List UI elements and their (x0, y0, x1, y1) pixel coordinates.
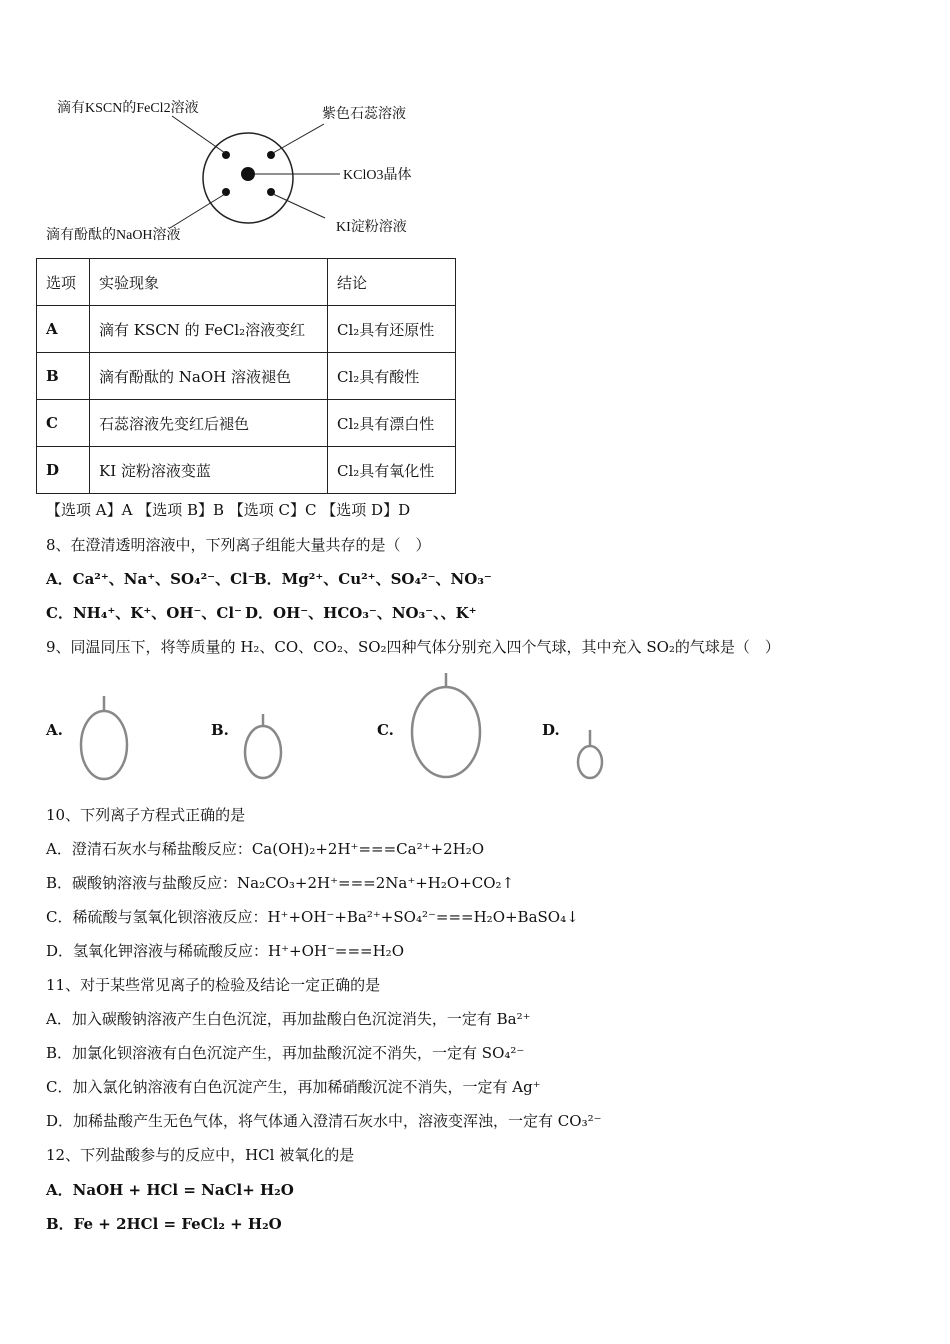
fecl2-leader-line (172, 116, 225, 153)
label-ki: KI淀粉溶液 (336, 220, 407, 235)
litmus-leader-line (273, 124, 324, 153)
balloon-a (81, 711, 127, 779)
row-option: D (37, 447, 90, 494)
table-row (37, 400, 456, 447)
table-row (37, 353, 456, 400)
header-conclusion: 结论 (328, 259, 456, 306)
table-header-row (37, 259, 456, 306)
q10-option-d: D．氢氧化钾溶液与稀硫酸反应：H⁺+OH⁻===H₂O (46, 942, 404, 960)
q9-label-b: B. (211, 721, 229, 739)
q9-label-c: C. (377, 721, 394, 739)
q12-stem: 12、下列盐酸参与的反应中，HCl 被氧化的是 (46, 1146, 355, 1164)
apparatus-diagram (0, 0, 950, 260)
q8-stem: 8、在澄清透明溶液中，下列离子组能大量共存的是（ ） (46, 536, 431, 554)
row-option: A (37, 306, 90, 353)
label-naoh: 滴有酚酞的NaOH溶液 (46, 228, 181, 243)
header-phenomenon: 实验现象 (90, 259, 328, 306)
ki-leader-line (273, 194, 325, 218)
balloon-d (578, 746, 602, 778)
table-row (37, 306, 456, 353)
q9-label-d: D. (542, 721, 560, 739)
label-kclo3: KClO3晶体 (343, 168, 412, 183)
row-phenomenon: 滴有酚酞的 NaOH 溶液褪色 (90, 353, 328, 400)
q12-option-a: A．NaOH + HCl = NaCl+ H₂O (46, 1181, 294, 1199)
row-phenomenon: 滴有 KSCN 的 FeCl₂溶液变红 (90, 306, 328, 353)
row-conclusion: Cl₂具有酸性 (328, 353, 456, 400)
kclo3-crystal-dot (241, 167, 255, 181)
q9-stem: 9、同温同压下，将等质量的 H₂、CO、CO₂、SO₂四种气体分别充入四个气球，其中充入 SO₂的气球是（ ） (46, 638, 780, 656)
q11-option-b: B．加氯化钡溶液有白色沉淀产生，再加盐酸沉淀不消失，一定有 SO₄²⁻ (46, 1044, 525, 1062)
q8-option-a: A．Ca²⁺、Na⁺、SO₄²⁻、Cl⁻ (46, 570, 256, 588)
q7-answer-options: 【选项 A】A 【选项 B】B 【选项 C】C 【选项 D】D (46, 501, 411, 519)
header-option: 选项 (37, 259, 90, 306)
q11-stem: 11、对于某些常见离子的检验及结论一定正确的是 (46, 976, 381, 994)
q10-stem: 10、下列离子方程式正确的是 (46, 806, 246, 824)
balloons-figure (0, 665, 950, 790)
q11-option-c: C．加入氯化钠溶液有白色沉淀产生，再加稀硝酸沉淀不消失，一定有 Ag⁺ (46, 1078, 541, 1096)
q10-option-a: A．澄清石灰水与稀盐酸反应：Ca(OH)₂+2H⁺===Ca²⁺+2H₂O (46, 840, 485, 858)
row-option: B (37, 353, 90, 400)
row-phenomenon: KI 淀粉溶液变蓝 (90, 447, 328, 494)
q9-label-a: A. (46, 721, 63, 739)
row-conclusion: Cl₂具有漂白性 (328, 400, 456, 447)
balloon-b (245, 726, 281, 778)
q8-option-d: D．OH⁻、HCO₃⁻、NO₃⁻、、K⁺ (245, 604, 477, 622)
q10-option-b: B．碳酸钠溶液与盐酸反应：Na₂CO₃+2H⁺===2Na⁺+H₂O+CO₂↑ (46, 874, 515, 892)
q8-option-c: C．NH₄⁺、K⁺、OH⁻、Cl⁻ (46, 604, 242, 622)
q10-option-c: C．稀硫酸与氢氧化钡溶液反应：H⁺+OH⁻+Ba²⁺+SO₄²⁻===H₂O+BaSO₄↓ (46, 908, 579, 926)
q11-option-a: A．加入碳酸钠溶液产生白色沉淀，再加盐酸白色沉淀消失，一定有 Ba²⁺ (46, 1010, 531, 1028)
label-litmus: 紫色石蕊溶液 (322, 107, 406, 122)
q12-option-b: B．Fe + 2HCl = FeCl₂ + H₂O (46, 1215, 282, 1233)
table-row (37, 447, 456, 494)
row-option: C (37, 400, 90, 447)
q11-option-d: D．加稀盐酸产生无色气体，将气体通入澄清石灰水中，溶液变浑浊，一定有 CO₃²⁻ (46, 1112, 602, 1130)
label-fecl2: 滴有KSCN的FeCl2溶液 (57, 101, 199, 116)
row-conclusion: Cl₂具有还原性 (328, 306, 456, 353)
row-phenomenon: 石蕊溶液先变红后褪色 (90, 400, 328, 447)
row-conclusion: Cl₂具有氧化性 (328, 447, 456, 494)
experiment-table (36, 258, 456, 494)
q8-option-b: B．Mg²⁺、Cu²⁺、SO₄²⁻、NO₃⁻ (254, 570, 492, 588)
balloon-c (412, 687, 480, 777)
